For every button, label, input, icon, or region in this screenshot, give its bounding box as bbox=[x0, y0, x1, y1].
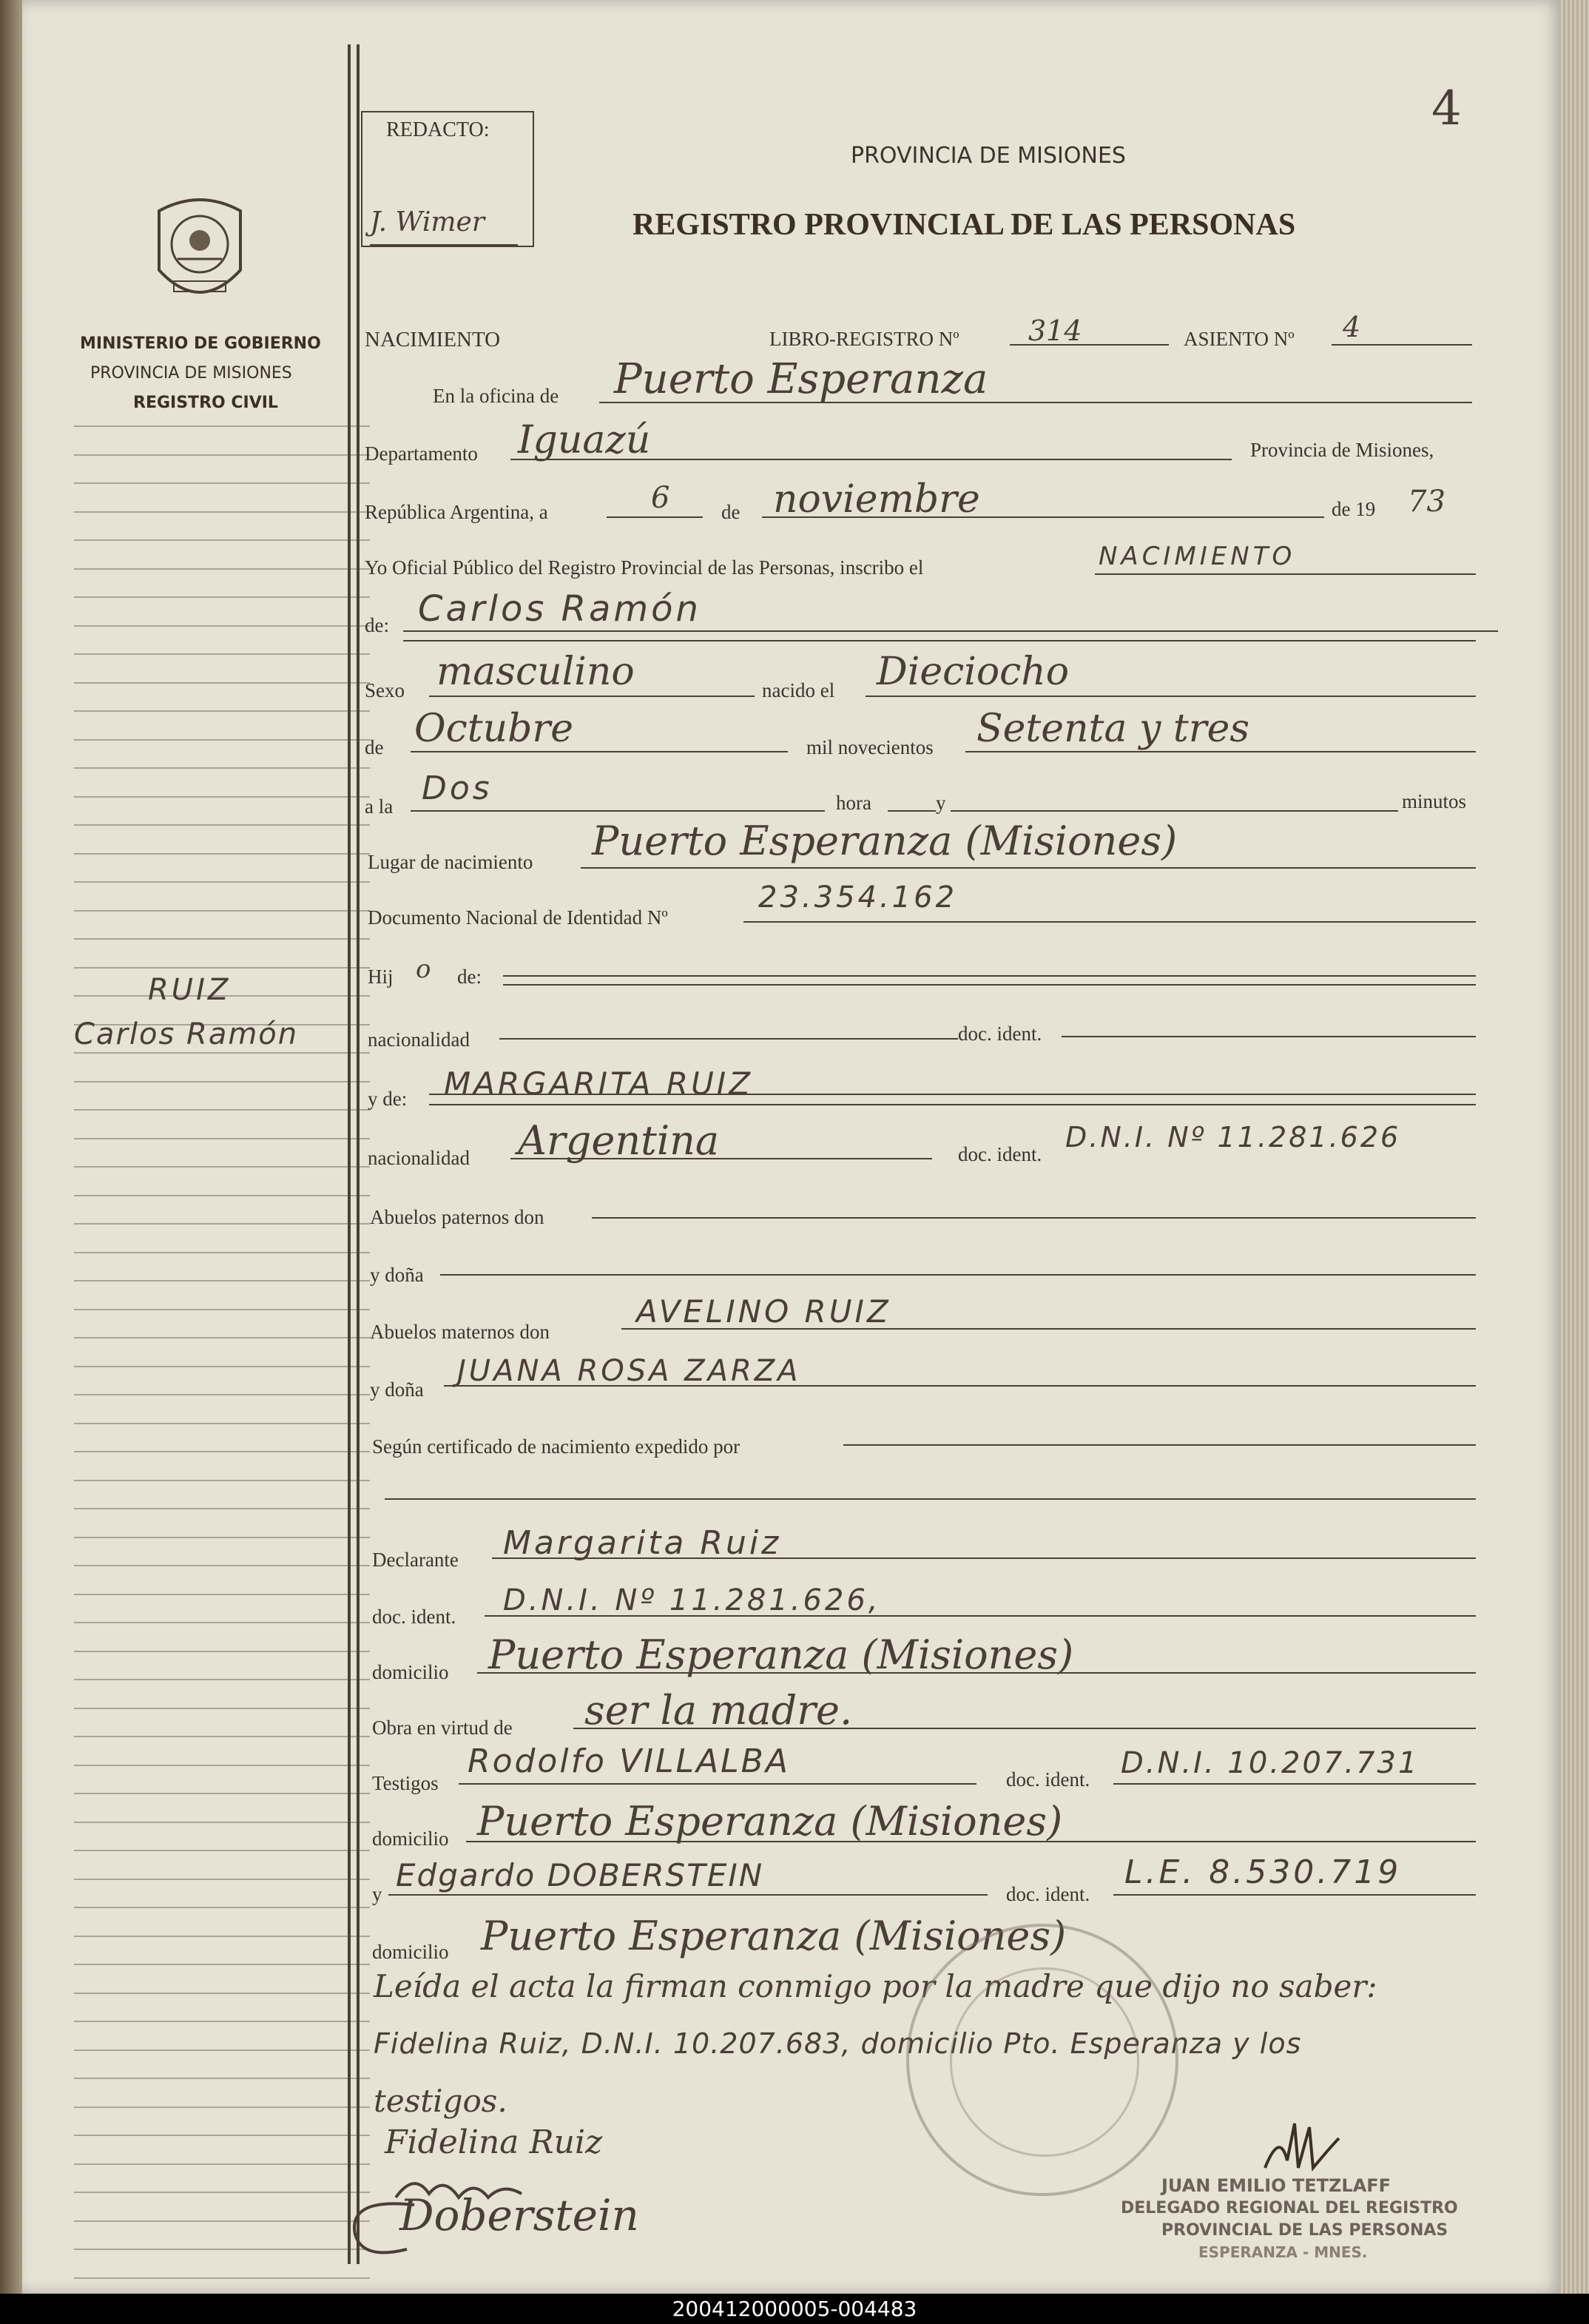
testigo1-doc-label: doc. ident. bbox=[1006, 1768, 1090, 1791]
asiento-value: 4 bbox=[1343, 311, 1361, 343]
testigo1-line bbox=[459, 1783, 976, 1785]
year-prefix: de 19 bbox=[1332, 498, 1376, 520]
margin-rule bbox=[74, 482, 370, 484]
hora-label: hora bbox=[836, 792, 871, 814]
de-name-label: de: bbox=[365, 614, 389, 636]
testigo1-dom-value: Puerto Esperanza (Misiones) bbox=[477, 1798, 1063, 1845]
provincia-label: Provincia de Misiones, bbox=[1250, 439, 1434, 461]
margin-rule bbox=[74, 1309, 370, 1310]
decl-dom-value: Puerto Esperanza (Misiones) bbox=[488, 1631, 1074, 1678]
madre-line-2 bbox=[429, 1104, 1476, 1105]
madre-line bbox=[429, 1094, 1476, 1095]
margin-rule bbox=[74, 824, 370, 826]
book-spine bbox=[0, 0, 22, 2324]
margin-rule bbox=[74, 1337, 370, 1338]
testigo2-line bbox=[388, 1894, 988, 1896]
margin-rule bbox=[74, 568, 370, 570]
libro-line bbox=[1010, 344, 1169, 346]
margin-divider bbox=[348, 44, 351, 2264]
margin-rule bbox=[74, 881, 370, 883]
nacido-month-line bbox=[411, 751, 788, 752]
margin-rule bbox=[74, 1195, 370, 1196]
dni-line bbox=[743, 921, 1476, 923]
margin-rule bbox=[74, 796, 370, 798]
margin-rule bbox=[74, 1879, 370, 1880]
testigo2-doc-line bbox=[1113, 1894, 1476, 1896]
margin-rule bbox=[74, 1907, 370, 1908]
margin-rule bbox=[74, 1793, 370, 1794]
margin-rule bbox=[74, 1679, 370, 1680]
margin-rule bbox=[74, 910, 370, 912]
margin-rule bbox=[74, 1280, 370, 1281]
declarante-value: Margarita Ruiz bbox=[503, 1524, 782, 1562]
dni-value: 23.354.162 bbox=[758, 880, 958, 915]
margin-rule bbox=[74, 853, 370, 855]
margin-divider-double bbox=[357, 44, 360, 2264]
margin-rule bbox=[74, 1252, 370, 1253]
margin-rule bbox=[74, 1138, 370, 1139]
margin-rule bbox=[74, 1423, 370, 1424]
ministry-line2: PROVINCIA DE MISIONES bbox=[90, 364, 292, 383]
departamento-value: Iguazú bbox=[518, 418, 651, 462]
margin-rule bbox=[74, 1822, 370, 1823]
margin-rule bbox=[74, 596, 370, 598]
nacido-month: Octubre bbox=[414, 707, 574, 751]
official-signature-icon bbox=[1258, 2116, 1346, 2183]
declarante-label: Declarante bbox=[372, 1549, 459, 1571]
margin-rule bbox=[74, 625, 370, 627]
official-name: JUAN EMILIO TETZLAFF bbox=[1161, 2175, 1391, 2196]
margin-rule bbox=[74, 710, 370, 712]
declarante-line bbox=[492, 1557, 1476, 1559]
testigo2-dom-value: Puerto Esperanza (Misiones) bbox=[481, 1913, 1067, 1959]
minutos-label: minutos bbox=[1402, 790, 1467, 812]
ministry-line1: MINISTERIO DE GOBIERNO bbox=[80, 334, 321, 353]
official-location: ESPERANZA - MNES. bbox=[1198, 2243, 1368, 2261]
ab-pat-label: Abuelos paternos don bbox=[370, 1206, 544, 1228]
margin-rule bbox=[74, 1622, 370, 1623]
margin-rule bbox=[74, 1651, 370, 1652]
margin-rule bbox=[74, 2163, 370, 2165]
oficina-line bbox=[599, 402, 1472, 403]
testigos-label: Testigos bbox=[372, 1772, 439, 1794]
day-value: 6 bbox=[651, 481, 670, 515]
margin-rule bbox=[74, 2192, 370, 2193]
oficial-text: Yo Oficial Público del Registro Provincial de las Personas, inscribo el bbox=[365, 556, 924, 579]
obra-line bbox=[573, 1728, 1476, 1729]
obra-value: ser la madre. bbox=[584, 1687, 853, 1734]
asiento-label: ASIENTO Nº bbox=[1184, 328, 1295, 350]
padre-nacionalidad-line bbox=[499, 1038, 958, 1040]
minutos-line bbox=[951, 810, 1398, 812]
margin-rule bbox=[74, 511, 370, 513]
margin-rule bbox=[74, 682, 370, 684]
segun-line-2 bbox=[385, 1498, 1476, 1500]
hora-line bbox=[411, 810, 825, 812]
margin-rule bbox=[74, 2220, 370, 2222]
ab-pat-dona-label: y doña bbox=[370, 1264, 424, 1286]
testigo2-y-label: y bbox=[372, 1883, 382, 1905]
record-type: NACIMIENTO bbox=[365, 328, 501, 351]
decl-dom-line bbox=[477, 1672, 1476, 1674]
margin-rule bbox=[74, 2135, 370, 2136]
province-heading: PROVINCIA DE MISIONES bbox=[851, 143, 1126, 169]
testigo2-doc-value: L.E. 8.530.719 bbox=[1124, 1853, 1402, 1891]
nacido-year-line bbox=[965, 751, 1476, 752]
dni-label: Documento Nacional de Identidad Nº bbox=[368, 906, 668, 929]
registry-heading: REGISTRO PROVINCIAL DE LAS PERSONAS bbox=[632, 208, 1296, 242]
padre-docident-label: doc. ident. bbox=[958, 1023, 1042, 1045]
official-seal bbox=[906, 1924, 1178, 2196]
testigo2-value: Edgardo DOBERSTEIN bbox=[396, 1857, 764, 1893]
margin-rule bbox=[74, 1109, 370, 1111]
madre-nacionalidad-value: Argentina bbox=[518, 1117, 720, 1164]
hijo-de-label: de: bbox=[457, 966, 482, 988]
asiento-line bbox=[1332, 344, 1472, 346]
testigo2-dom-label: domicilio bbox=[372, 1941, 449, 1963]
madre-value: MARGARITA RUIZ bbox=[444, 1065, 753, 1102]
margin-rule bbox=[74, 1394, 370, 1395]
nacido-day-line bbox=[866, 695, 1476, 697]
decl-doc-line bbox=[485, 1615, 1476, 1617]
margin-rule bbox=[74, 1964, 370, 1965]
sexo-value: masculino bbox=[436, 650, 635, 694]
margin-rule bbox=[74, 938, 370, 940]
redacto-name: J. Wimer bbox=[370, 207, 485, 238]
padre-line bbox=[503, 975, 1476, 977]
official-office: PROVINCIAL DE LAS PERSONAS bbox=[1161, 2221, 1448, 2240]
hijo-label: Hij bbox=[368, 966, 394, 988]
margin-rule bbox=[74, 1537, 370, 1538]
segun-label: Según certificado de nacimiento expedido por bbox=[372, 1435, 740, 1458]
page-number: 4 bbox=[1431, 81, 1462, 136]
departamento-label: Departamento bbox=[365, 442, 478, 465]
margin-rule bbox=[74, 2050, 370, 2051]
closing-line-2: Fidelina Ruiz, D.N.I. 10.207.683, domicilio Pto. Esperanza y los bbox=[374, 2027, 1302, 2060]
hora-dash bbox=[888, 810, 936, 812]
province-emblem-icon bbox=[144, 189, 255, 314]
lugar-line bbox=[581, 867, 1476, 869]
madre-nacionalidad-label: nacionalidad bbox=[368, 1147, 470, 1169]
margin-rule bbox=[74, 2021, 370, 2022]
margin-rule bbox=[74, 1993, 370, 1994]
madre-doc-value: D.N.I. Nº 11.281.626 bbox=[1065, 1121, 1401, 1153]
margin-rule bbox=[74, 454, 370, 456]
image-id-footer: 200412000005-004483 bbox=[0, 2294, 1589, 2324]
testigo2-doc-label: doc. ident. bbox=[1006, 1883, 1090, 1905]
ab-mat-dona-value: JUANA ROSA ZARZA bbox=[457, 1354, 801, 1388]
ministry-line3: REGISTRO CIVIL bbox=[133, 394, 278, 412]
nacido-day: Dieciocho bbox=[877, 650, 1070, 694]
oficina-label: En la oficina de bbox=[433, 385, 559, 407]
year-suffix: 73 bbox=[1408, 485, 1445, 519]
margin-rule bbox=[74, 2277, 370, 2279]
libro-value: 314 bbox=[1028, 314, 1082, 347]
inscribo-value: NACIMIENTO bbox=[1099, 542, 1296, 571]
margin-rule bbox=[74, 1451, 370, 1452]
segun-line bbox=[843, 1444, 1476, 1446]
lugar-label: Lugar de nacimiento bbox=[368, 851, 533, 873]
margin-rule bbox=[74, 1081, 370, 1082]
sexo-label: Sexo bbox=[365, 679, 405, 701]
signature-fidelina: Fidelina Ruiz bbox=[385, 2123, 603, 2161]
margin-rule bbox=[74, 1765, 370, 1766]
margin-rule bbox=[74, 1366, 370, 1367]
departamento-line bbox=[510, 459, 1232, 460]
margin-rule bbox=[74, 1480, 370, 1481]
margin-rule bbox=[74, 1166, 370, 1168]
redacto-line bbox=[370, 244, 518, 246]
margin-rule bbox=[74, 1936, 370, 1937]
margin-rule bbox=[74, 1052, 370, 1054]
madre-docident-label: doc. ident. bbox=[958, 1143, 1042, 1165]
margin-rule bbox=[74, 1594, 370, 1595]
margin-rule bbox=[74, 2106, 370, 2108]
republica-label: República Argentina, a bbox=[365, 501, 548, 523]
margin-rule bbox=[74, 1850, 370, 1851]
decl-doc-value: D.N.I. Nº 11.281.626, bbox=[503, 1583, 881, 1617]
testigo1-dom-label: domicilio bbox=[372, 1828, 449, 1850]
month-value: noviembre bbox=[773, 477, 980, 522]
y-label: y bbox=[936, 792, 946, 814]
mil-label: mil novecientos bbox=[806, 736, 934, 758]
official-title: DELEGADO REGIONAL DEL REGISTRO bbox=[1121, 2199, 1458, 2217]
ala-label: a la bbox=[365, 795, 394, 818]
lugar-value: Puerto Esperanza (Misiones) bbox=[592, 818, 1178, 864]
margin-rule bbox=[74, 1736, 370, 1737]
fecha-de-label: de bbox=[721, 501, 740, 523]
testigo1-value: Rodolfo VILLALBA bbox=[468, 1742, 790, 1780]
decl-dom-label: domicilio bbox=[372, 1661, 449, 1683]
name-value: Carlos Ramón bbox=[418, 588, 701, 630]
hora-value: Dos bbox=[422, 769, 493, 807]
redacto-label: REDACTO: bbox=[386, 118, 490, 141]
testigo1-doc-line bbox=[1113, 1783, 1476, 1785]
obra-label: Obra en virtud de bbox=[372, 1717, 513, 1739]
hijo-suffix: o bbox=[416, 954, 431, 984]
margin-rule bbox=[74, 739, 370, 741]
ab-mat-dona-line bbox=[444, 1385, 1476, 1387]
signature-flourish-icon bbox=[340, 2190, 429, 2264]
nacido-label: nacido el bbox=[762, 679, 835, 701]
yde-label: y de: bbox=[368, 1088, 408, 1110]
margin-rule bbox=[74, 1508, 370, 1509]
ab-mat-line bbox=[621, 1328, 1476, 1330]
testigo1-dom-line bbox=[466, 1841, 1476, 1842]
closing-line-3: testigos. bbox=[374, 2083, 507, 2119]
ab-mat-dona-label: y doña bbox=[370, 1378, 424, 1401]
margin-rule bbox=[74, 2249, 370, 2250]
sexo-line bbox=[429, 695, 755, 697]
margin-rule bbox=[74, 767, 370, 769]
page-stack-edge bbox=[1561, 0, 1589, 2294]
margin-rule bbox=[74, 2078, 370, 2079]
padre-nacionalidad-label: nacionalidad bbox=[368, 1028, 470, 1051]
margin-rule bbox=[74, 425, 370, 427]
ab-pat-line bbox=[592, 1217, 1476, 1219]
margin-given-name: Carlos Ramón bbox=[74, 1017, 299, 1051]
month-line bbox=[762, 516, 1324, 518]
padre-doc-line bbox=[1062, 1036, 1476, 1037]
month-de-label: de bbox=[365, 736, 384, 758]
signature-doberstein: Doberstein bbox=[399, 2190, 639, 2240]
nacido-year: Setenta y tres bbox=[976, 707, 1250, 751]
name-line bbox=[403, 630, 1498, 632]
inscribo-line bbox=[1095, 573, 1476, 575]
margin-rule bbox=[74, 539, 370, 541]
decl-doc-label: doc. ident. bbox=[372, 1606, 456, 1628]
madre-nac-line bbox=[510, 1158, 932, 1159]
margin-rule bbox=[74, 1708, 370, 1709]
libro-label: LIBRO-REGISTRO Nº bbox=[769, 328, 959, 350]
testigo1-doc-value: D.N.I. 10.207.731 bbox=[1121, 1746, 1420, 1780]
margin-rule bbox=[74, 1565, 370, 1566]
name-line-2 bbox=[403, 640, 1476, 641]
closing-line-1: Leída el acta la firman conmigo por la madre que dijo no saber: bbox=[374, 1968, 1377, 2004]
margin-rule bbox=[74, 967, 370, 969]
margin-rule bbox=[74, 1223, 370, 1225]
day-line bbox=[607, 516, 703, 518]
ab-pat-dona-line bbox=[440, 1274, 1476, 1276]
ab-mat-label: Abuelos maternos don bbox=[370, 1321, 550, 1343]
padre-line-2 bbox=[503, 984, 1476, 986]
oficina-value: Puerto Esperanza bbox=[614, 355, 988, 403]
ab-mat-value: AVELINO RUIZ bbox=[636, 1293, 891, 1330]
margin-surname: RUIZ bbox=[148, 973, 232, 1007]
margin-rule bbox=[74, 653, 370, 655]
